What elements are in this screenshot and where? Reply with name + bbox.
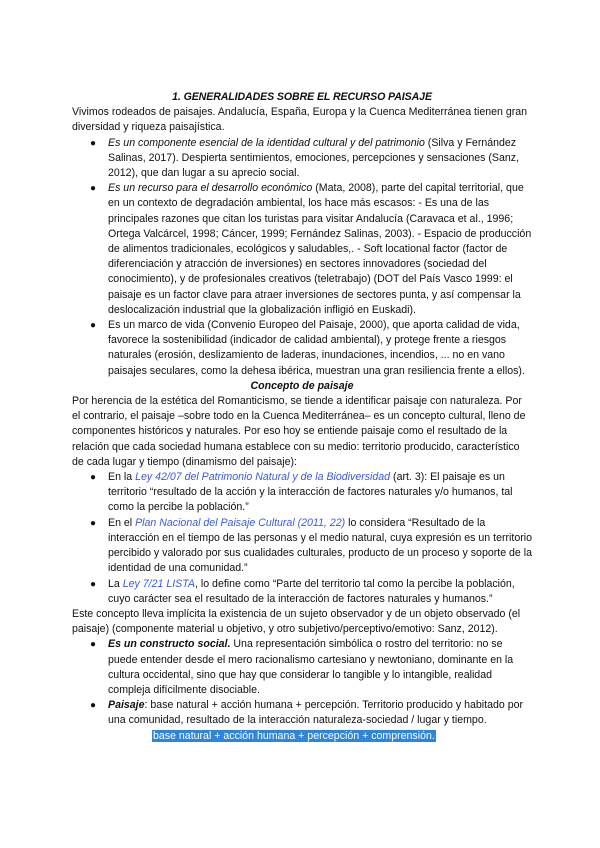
bullet-icon: ● xyxy=(90,137,97,149)
bullet-icon: ● xyxy=(90,320,97,332)
section-heading: 1. GENERALIDADES SOBRE EL RECURSO PAISAJE xyxy=(172,91,432,103)
bullet-icon: ● xyxy=(90,183,97,195)
bullet-icon: ● xyxy=(90,639,97,651)
list-item xyxy=(72,516,532,577)
list-item xyxy=(72,136,532,182)
item-text: , lo define como “Parte del territorio tal como la percibe la población, cuyo carácter sea el resultado de la interacción de factores naturales y humanos.” xyxy=(108,577,515,605)
list-item xyxy=(72,637,532,698)
highlight-line xyxy=(72,729,532,744)
list-item xyxy=(72,577,532,607)
bullet-icon: ● xyxy=(90,472,97,484)
item-strong: Es un constructo social. xyxy=(108,638,231,651)
concept-intro-paragraph: Por herencia de la estética del Romanticismo, se tiende a identificar paisaje con naturaleza. Por el contrario, el paisaje –sobre todo en la Cuenca Mediterránea– es un concepto cultural, lleno de componentes históricos y naturales. Por eso hoy se entiende paisaje como el resultado de la relación que cada sociedad humana establece con su medio: territorio producido, característico de cada lugar y tiempo (dinamismo del paisaje): xyxy=(72,395,526,468)
bullet-icon: ● xyxy=(90,700,97,712)
concept-paragraph: Este concepto lleva implícita la existencia de un sujeto observador y de un objeto observado (el paisaje) (componente material u objetivo, y otro subjetivo/perceptivo/emotivo: Sanz, 2012). xyxy=(72,607,521,636)
item-emphasis: Es un recurso para el desarrollo económico xyxy=(108,182,313,195)
item-text: (art. 3): El paisaje es un territorio “resultado de la acción y la interacción de factores naturales y/o humanos, tal como la percibe la población.” xyxy=(108,471,513,514)
bullet-icon: ● xyxy=(90,578,97,590)
item-emphasis: Es un componente esencial de la identidad cultural y del patrimonio xyxy=(108,136,425,149)
subsection-heading: Concepto de paisaje xyxy=(250,379,354,392)
item-text: Es un marco de vida (Convenio Europeo del Paisaje, 2000), que aporta calidad de vida, favorece la sostenibilidad (indicador de calidad ambiental), y protege frente a riesgos naturales (erosión, deslizamiento de laderas, inundaciones, incendios, ... no en vano paisajes seculares, como la dehesa ibérica, muestran una gran resiliencia frente a ellos). xyxy=(108,319,525,377)
intro-paragraph: Vivimos rodeados de paisajes. Andalucía, España, Europa y la Cuenca Mediterránea tienen gran diversidad y riqueza paisajística. xyxy=(72,106,528,134)
item-prefix: La xyxy=(108,577,123,590)
item-text: (Mata, 2008), parte del capital territorial, que en un contexto de degradación ambiental, los hace más escasos: - Es una de las principales razones que citan los turistas para visitar Andalucía (Caravaca et al., 1996; Ortega Valcárcel, 1998; Cáncer, 1999; Fernández Salinas, 2003). - Espacio de producción de alimentos tradicionales, ecológicos y saludables,. - Soft locational factor (factor de diferenciación y atracción de inversiones) en sectores innovadores (sociedad del conocimiento), y de profesionales creativos (teletrabajo) (DOT del País Vasco 1999: el paisaje es un factor clave para atraer inversiones de sectores punta, y así compensar la deslocalización industrial que la globalización infligió en Euskadi). xyxy=(108,182,532,316)
list-item xyxy=(72,698,532,728)
bullet-icon: ● xyxy=(90,517,97,529)
document-body xyxy=(72,90,532,744)
item-text: lo considera “Resultado de la interacción en el tiempo de las personas y el medio natural, cuya expresión es un territorio percibido y valorado por sus cualidades culturales, producto de un proceso y soporte de la identidad de una comunidad.” xyxy=(108,516,533,575)
list-item xyxy=(72,181,532,318)
item-text: (Silva y Fernández Salinas, 2017). Despierta sentimientos, emociones, percepciones y sensaciones (Sanz, 2012), que dan lugar a su aprecio social. xyxy=(108,136,520,180)
item-prefix: En la xyxy=(108,471,136,484)
list-item xyxy=(72,318,532,379)
item-text: Una representación simbólica o rostro del territorio: no se puede entender desde el mero racionalismo cartesiano y newtoniano, dominante en la cultura occidental, sino que hay que considerar lo tangible y lo intangible, realidad compleja difícilmente disociable. xyxy=(108,638,514,696)
selected-text[interactable]: base natural + acción humana + percepción + comprensión. xyxy=(153,729,435,742)
values-list xyxy=(72,136,532,379)
construct-list xyxy=(72,637,532,728)
list-item xyxy=(72,470,532,516)
definitions-list xyxy=(72,470,532,607)
plan-link[interactable]: Plan Nacional del Paisaje Cultural (2011, 22) xyxy=(135,516,346,529)
item-prefix: En el xyxy=(108,516,136,529)
law-link[interactable]: Ley 7/21 LISTA xyxy=(122,577,195,590)
item-strong: Paisaje xyxy=(108,699,145,712)
law-link[interactable]: Ley 42/07 del Patrimonio Natural y de la Biodiversidad xyxy=(135,471,391,484)
item-text: : base natural + acción humana + percepción. Territorio producido y habitado por una comunidad, resultado de la interacción naturaleza-sociedad / lugar y tiempo. xyxy=(108,699,524,727)
